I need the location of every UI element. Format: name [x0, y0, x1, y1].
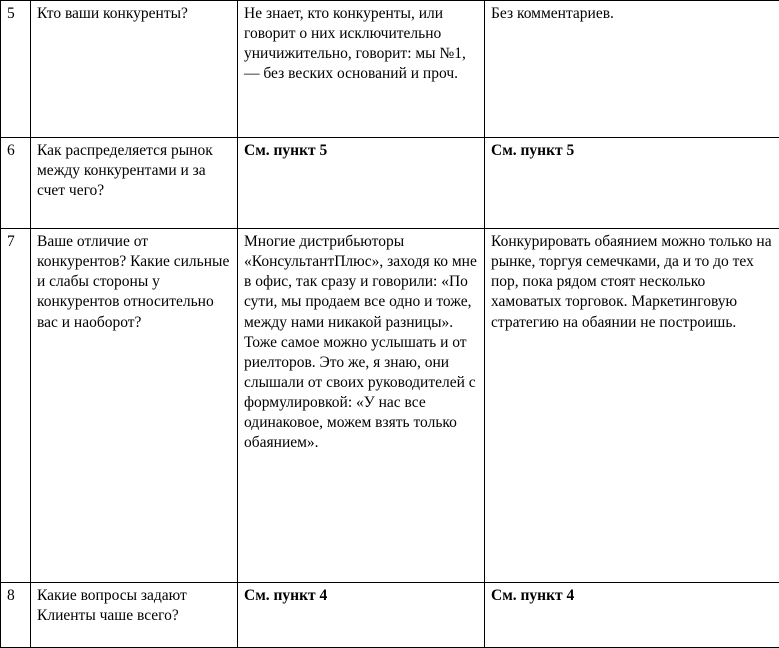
row-number-cell: 5 — [1, 1, 31, 138]
question-cell: Как распределяется рынок между конкурентами и за счет чего? — [31, 138, 238, 229]
row-number-cell: 7 — [1, 229, 31, 583]
answer-left-cell: См. пункт 4 — [238, 583, 485, 648]
table-row — [1, 583, 779, 648]
answer-right-cell: Без комментариев. — [485, 1, 779, 138]
table-body — [1, 1, 779, 648]
question-cell: Какие вопросы задают Клиенты чаше всего? — [31, 583, 238, 648]
answer-left-cell: Многие дистрибьюторы «КонсультантПлюс», заходя ко мне в офис, так сразу и говорили: «По сути, мы продаем все одно и тоже, между нами никакой разницы». Тоже самое можно услышать и от риелторов. Это же, я знаю, они слышали от своих руководителей с формулировкой: «У нас все одинаковое, можем взять только обаянием». — [238, 229, 485, 583]
row-number-cell: 8 — [1, 583, 31, 648]
table-row — [1, 1, 779, 138]
answer-left-cell: Не знает, кто конкуренты, или говорит о них исключительно уничижительно, говорит: мы №1, — без веских оснований и проч. — [238, 1, 485, 138]
answer-right-cell: См. пункт 5 — [485, 138, 779, 229]
answer-right-cell: См. пункт 4 — [485, 583, 779, 648]
table-row — [1, 229, 779, 583]
question-cell: Ваше отличие от конкурентов? Какие сильные и слабы стороны у конкурентов относительно вас и наоборот? — [31, 229, 238, 583]
question-cell: Кто ваши конкуренты? — [31, 1, 238, 138]
answer-right-cell: Конкурировать обаянием можно только на рынке, торгуя семечками, да и то до тех пор, пока рядом стоят несколько хамоватых торговок. Маркетинговую стратегию на обаянии не построишь. — [485, 229, 779, 583]
table-row — [1, 138, 779, 229]
answer-left-cell: См. пункт 5 — [238, 138, 485, 229]
row-number-cell: 6 — [1, 138, 31, 229]
